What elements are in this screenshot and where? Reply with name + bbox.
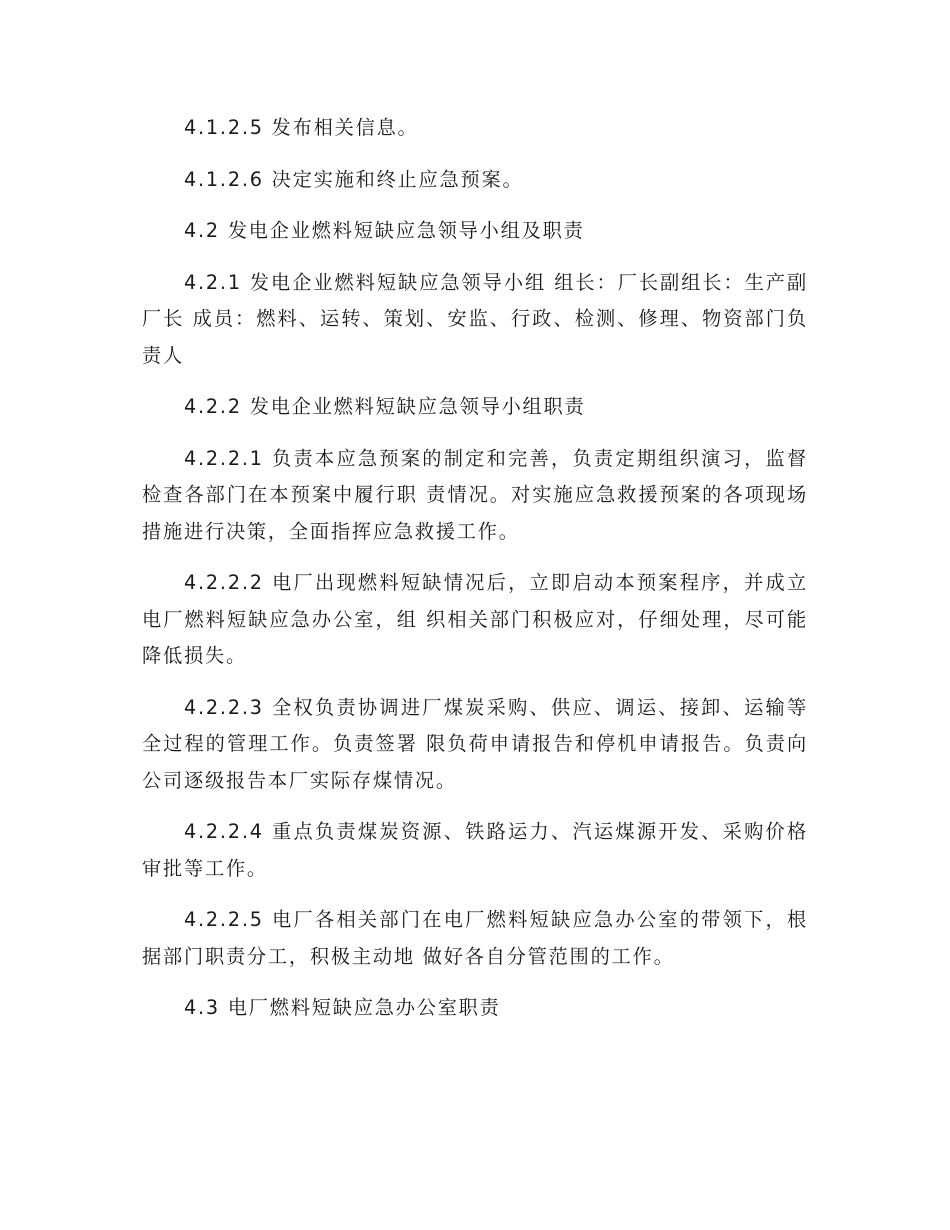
paragraph-4-2-2-3: 4.2.2.3 全权负责协调进厂煤炭采购、供应、调运、接卸、运输等全过程的管理工作。负责签署 限负荷申请报告和停机申请报告。负责向公司逐级报告本厂实际存煤情况。 [142,695,808,792]
paragraph-4-2-1: 4.2.1 发电企业燃料短缺应急领导小组 组长：厂长副组长：生产副厂长 成员：燃料、运转、策划、安监、行政、检测、修理、物资部门负责人 [142,270,808,367]
paragraph-4-1-2-6: 4.1.2.6 决定实施和终止应急预案。 [184,167,524,191]
heading-4-3: 4.3 电厂燃料短缺应急办公室职责 [184,996,501,1019]
paragraph-4-1-2-5: 4.1.2.5 发布相关信息。 [184,116,419,139]
heading-4-2: 4.2 发电企业燃料短缺应急领导小组及职责 [184,219,585,242]
paragraph-4-2-2-4: 4.2.2.4 重点负责煤炭资源、铁路运力、汽运煤源开发、采购价格审批等工作。 [142,820,808,880]
heading-4-2-2: 4.2.2 发电企业燃料短缺应急领导小组职责 [184,395,586,418]
paragraph-4-2-2-2: 4.2.2.2 电厂出现燃料短缺情况后，立即启动本预案程序，并成立电厂燃料短缺应急办公室，组 织相关部门积极应对，仔细处理，尽可能降低损失。 [142,571,808,667]
paragraph-4-2-2-1: 4.2.2.1 负责本应急预案的制定和完善，负责定期组织演习，监督检查各部门在本预案中履行职 责情况。对实施应急救援预案的各项现场措施进行决策，全面指挥应急救援工作。 [142,446,808,543]
paragraph-4-2-2-5: 4.2.2.5 电厂各相关部门在电厂燃料短缺应急办公室的带领下，根据部门职责分工，积极主动地 做好各自分管范围的工作。 [142,908,808,968]
